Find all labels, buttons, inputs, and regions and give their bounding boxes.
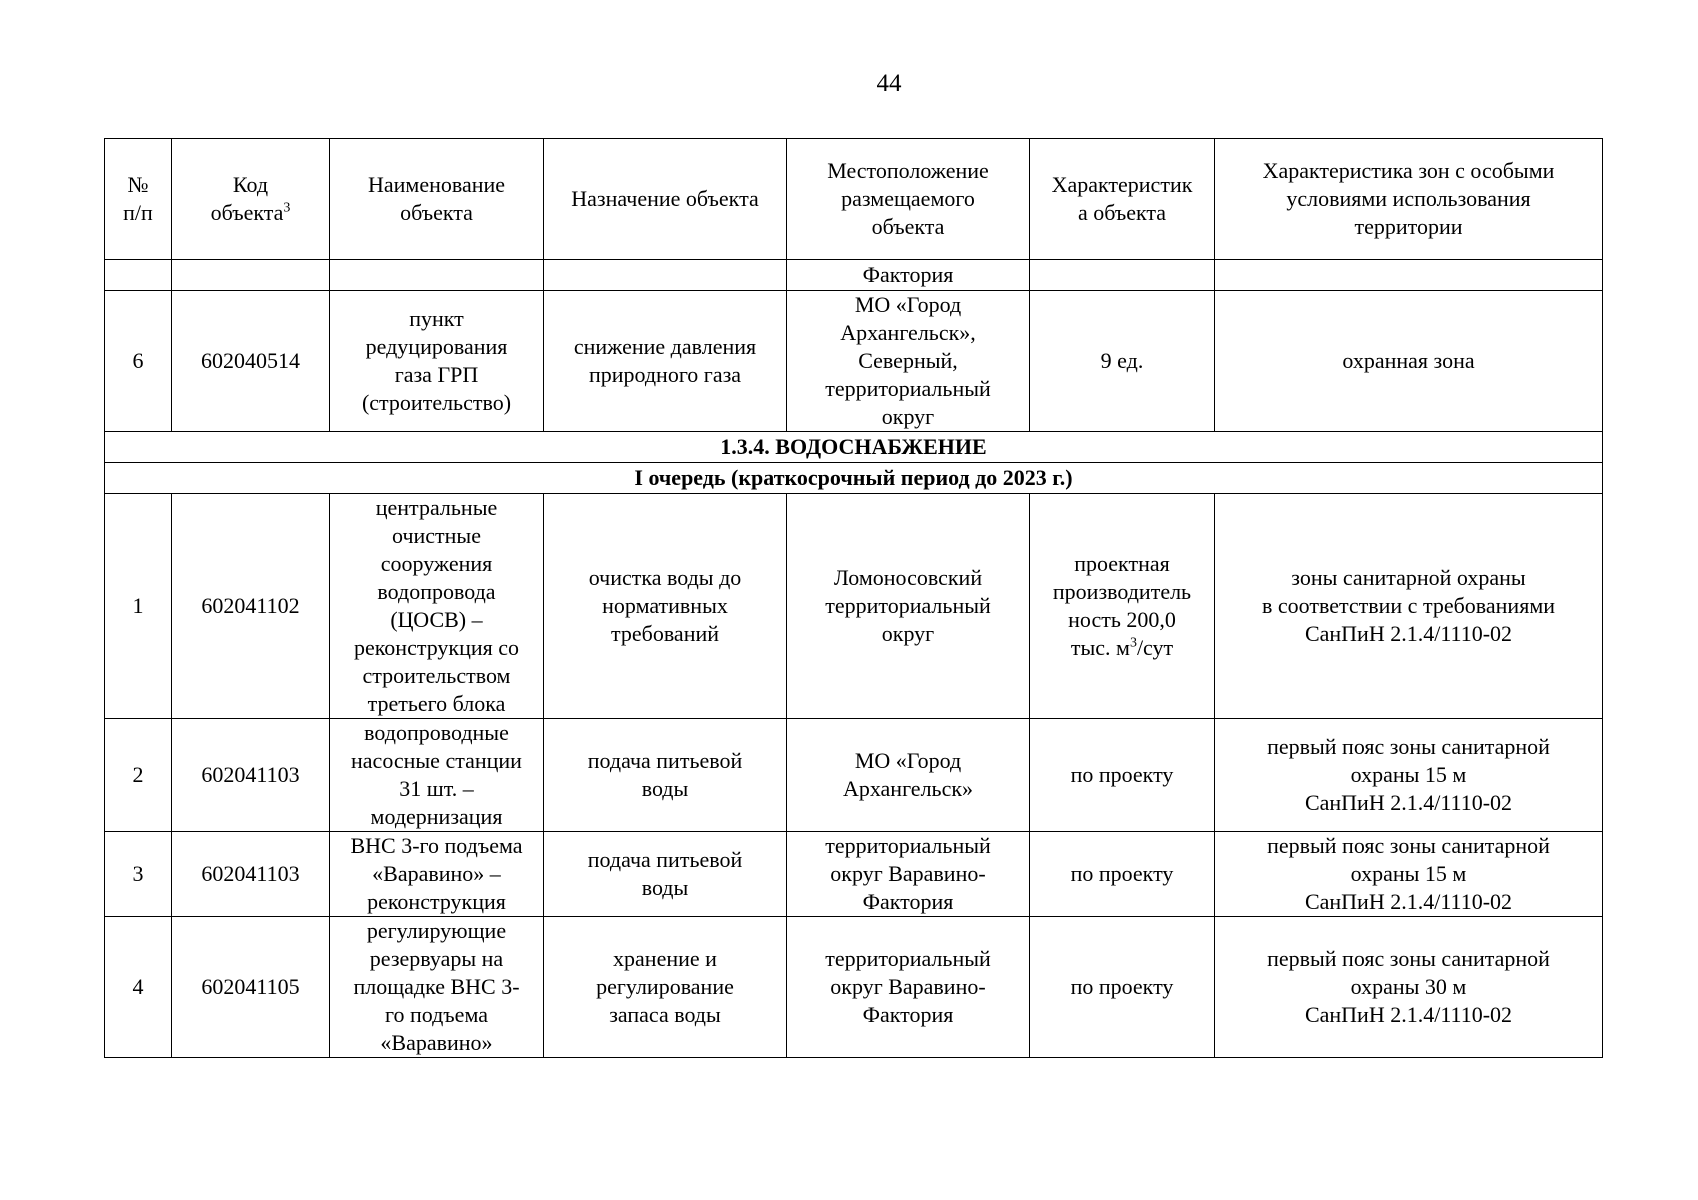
cell-purpose: подача питьевой воды bbox=[544, 832, 787, 917]
header-purpose: Назначение объекта bbox=[544, 139, 787, 260]
cell-characteristic bbox=[1030, 494, 1215, 719]
table-header-row bbox=[105, 139, 1603, 260]
cell-characteristic: 9 ед. bbox=[1030, 291, 1215, 432]
characteristic-unit: /сут bbox=[1136, 635, 1174, 660]
table-row bbox=[105, 832, 1603, 917]
cell-zones: первый пояс зоны санитарной охраны 15 м СанПиН 2.1.4/1110-02 bbox=[1215, 719, 1603, 832]
section-title: 1.3.4. ВОДОСНАБЖЕНИЕ bbox=[105, 432, 1603, 463]
cell-num: 3 bbox=[105, 832, 172, 917]
cell-location: Фактория bbox=[787, 260, 1030, 291]
table-row-continuation bbox=[105, 260, 1603, 291]
cell-location: территориальный округ Варавино- Фактория bbox=[787, 832, 1030, 917]
characteristic-text: проектная производитель ность 200,0 тыс. м bbox=[1052, 551, 1192, 660]
table-row bbox=[105, 291, 1603, 432]
cell-purpose: снижение давления природного газа bbox=[544, 291, 787, 432]
superscript: 3 bbox=[1129, 635, 1137, 651]
table-row bbox=[105, 917, 1603, 1058]
cell-zones: охранная зона bbox=[1215, 291, 1603, 432]
cell-name: центральные очистные сооружения водопровода (ЦОСВ) – реконструкция со строительством третьего блока bbox=[330, 494, 544, 719]
cell-code: 602041105 bbox=[172, 917, 330, 1058]
header-num: № п/п bbox=[105, 139, 172, 260]
cell-empty bbox=[1030, 260, 1215, 291]
cell-code: 602041103 bbox=[172, 832, 330, 917]
cell-purpose: подача питьевой воды bbox=[544, 719, 787, 832]
cell-num: 6 bbox=[105, 291, 172, 432]
cell-name: пункт редуцирования газа ГРП (строительство) bbox=[330, 291, 544, 432]
cell-empty bbox=[1215, 260, 1603, 291]
stage-title: I очередь (краткосрочный период до 2023 г.) bbox=[105, 463, 1603, 494]
table-row bbox=[105, 494, 1603, 719]
header-location: Местоположение размещаемого объекта bbox=[787, 139, 1030, 260]
cell-purpose: хранение и регулирование запаса воды bbox=[544, 917, 787, 1058]
cell-name: регулирующие резервуары на площадке ВНС 3- го подъема «Варавино» bbox=[330, 917, 544, 1058]
cell-name: ВНС 3-го подъема «Варавино» – реконструкция bbox=[330, 832, 544, 917]
cell-code: 602040514 bbox=[172, 291, 330, 432]
header-code bbox=[172, 139, 330, 260]
cell-num: 4 bbox=[105, 917, 172, 1058]
header-code-text: Код объекта bbox=[210, 172, 284, 225]
section-row bbox=[105, 432, 1603, 463]
header-characteristic: Характеристик а объекта bbox=[1030, 139, 1215, 260]
table-row bbox=[105, 719, 1603, 832]
cell-num: 2 bbox=[105, 719, 172, 832]
cell-purpose: очистка воды до нормативных требований bbox=[544, 494, 787, 719]
cell-name: водопроводные насосные станции 31 шт. – модернизация bbox=[330, 719, 544, 832]
cell-characteristic: по проекту bbox=[1030, 719, 1215, 832]
cell-code: 602041103 bbox=[172, 719, 330, 832]
cell-location: Ломоносовский территориальный округ bbox=[787, 494, 1030, 719]
cell-zones: первый пояс зоны санитарной охраны 30 м СанПиН 2.1.4/1110-02 bbox=[1215, 917, 1603, 1058]
cell-location: территориальный округ Варавино- Фактория bbox=[787, 917, 1030, 1058]
cell-characteristic: по проекту bbox=[1030, 917, 1215, 1058]
cell-zones: первый пояс зоны санитарной охраны 15 м СанПиН 2.1.4/1110-02 bbox=[1215, 832, 1603, 917]
cell-empty bbox=[172, 260, 330, 291]
cell-empty bbox=[544, 260, 787, 291]
cell-location: МО «Город Архангельск», Северный, территориальный округ bbox=[787, 291, 1030, 432]
cell-empty bbox=[330, 260, 544, 291]
cell-num: 1 bbox=[105, 494, 172, 719]
cell-code: 602041102 bbox=[172, 494, 330, 719]
page-number: 44 bbox=[876, 70, 902, 97]
header-name: Наименование объекта bbox=[330, 139, 544, 260]
header-zones: Характеристика зон с особыми условиями использования территории bbox=[1215, 139, 1603, 260]
objects-table bbox=[104, 138, 1603, 1058]
cell-characteristic: по проекту bbox=[1030, 832, 1215, 917]
footnote-mark: 3 bbox=[283, 200, 291, 216]
stage-row bbox=[105, 463, 1603, 494]
cell-zones: зоны санитарной охраны в соответствии с требованиями СанПиН 2.1.4/1110-02 bbox=[1215, 494, 1603, 719]
cell-location: МО «Город Архангельск» bbox=[787, 719, 1030, 832]
cell-empty bbox=[105, 260, 172, 291]
